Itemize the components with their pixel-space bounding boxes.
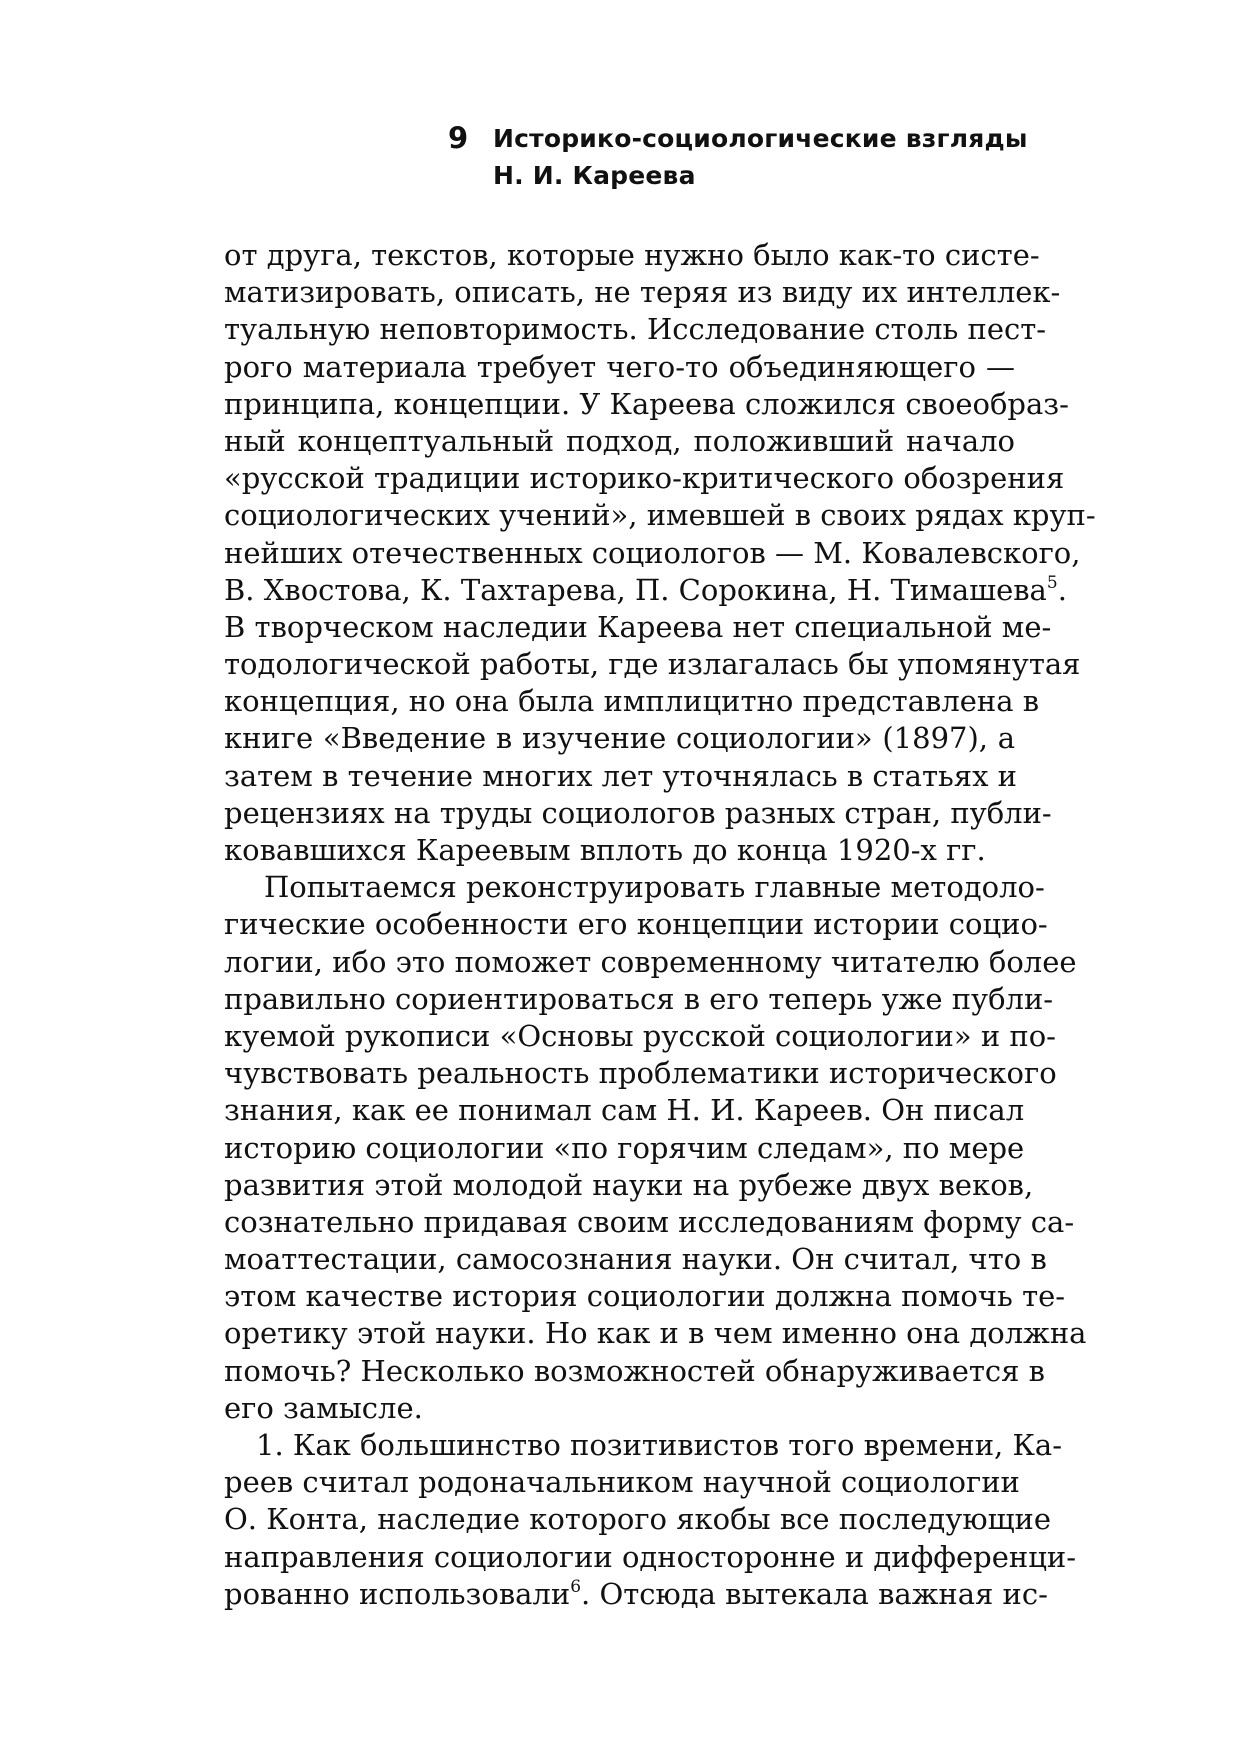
text-line: принципа, концепции. У Кареева сложился своеобраз- <box>224 386 1069 421</box>
text-line-with-footnote <box>224 572 1067 609</box>
text-line: развития этой молодой науки на рубеже двух веков, <box>224 1167 1034 1202</box>
text-fragment: Отсюда вытекала важная ис- <box>599 1576 1048 1611</box>
text-line: О. Конта, наследие которого якобы все последующие <box>224 1502 1052 1537</box>
text-line: от друга, текстов, которые нужно было как-то систе- <box>224 238 1040 272</box>
text-fragment: рованно использовали <box>224 1576 571 1611</box>
text-line: помочь? Несколько возможностей обнаруживается в <box>224 1353 1045 1388</box>
text-line: гические особенности его концепции истории социо- <box>224 907 1048 942</box>
text-line: рого материала требует чего-то объединяющего — <box>224 349 1015 384</box>
text-fragment: . <box>581 1576 600 1611</box>
text-line: социологических учений», имевшей в своих рядах круп- <box>224 498 1096 533</box>
text-line: рецензиях на труды социологов разных стран, публи- <box>224 795 1052 830</box>
paragraph-1 <box>224 237 1096 869</box>
body-text <box>224 237 1096 1613</box>
text-line: Попытаемся реконструировать главные методоло- <box>264 870 1045 905</box>
text-line: «русской традиции историко-критического обозрения <box>224 461 1065 496</box>
text-line: 1. Как большинство позитивистов того времени, Ка- <box>256 1428 1063 1462</box>
text-line: реев считал родоначальником научной социологии <box>224 1465 1020 1500</box>
text-line: книге «Введение в изучение социологии» (1897), а <box>224 721 1015 756</box>
text-line: ный концептуальный подход, положивший начало <box>224 423 1015 458</box>
text-line: историю социологии «по горячим следам», по мере <box>224 1130 1025 1165</box>
text-line: тодологической работы, где излагалась бы упомянутая <box>224 647 1081 682</box>
text-line: моаттестации, самосознания науки. Он считал, что в <box>224 1242 1047 1277</box>
text-line: знания, как ее понимал сам Н. И. Кареев. Он писал <box>224 1093 1025 1128</box>
text-line: затем в течение многих лет уточнялась в статьях и <box>224 758 1017 793</box>
text-line: этом качестве история социологии должна помочь те- <box>224 1279 1066 1314</box>
paragraph-2 <box>224 869 1087 1427</box>
text-line: ковавшихся Кареевым вплоть до конца 1920-х гг. <box>224 833 986 867</box>
text-line: сознательно придавая своим исследованиям форму са- <box>224 1204 1075 1239</box>
text-line: его замысле. <box>224 1390 423 1425</box>
text-line: оретику этой науки. Но как и в чем именно она должна <box>224 1316 1087 1351</box>
text-line: куемой рукописи «Основы русской социологии» и по- <box>224 1018 1056 1053</box>
text-line: концепция, но она была имплицитно представлена в <box>224 684 1040 719</box>
text-line: матизировать, описать, не теряя из виду их интеллек- <box>224 275 1061 310</box>
text-line: правильно сориентироваться в его теперь уже публи- <box>224 981 1054 1016</box>
text-line: чувствовать реальность проблематики исторического <box>224 1056 1057 1091</box>
text-fragment: В. Хвостова, К. Тахтарева, П. Сорокина, Н. Тимашева <box>224 572 1047 607</box>
chapter-title-line-1: Историко-социологические взгляды <box>493 124 1028 153</box>
paragraph-3 <box>224 1427 1077 1613</box>
text-line: В творческом наследии Кареева нет специальной ме- <box>224 609 1052 644</box>
text-line: логии, ибо это поможет современному читателю более <box>224 944 1077 979</box>
footnote-ref-5[interactable]: 5 <box>1046 572 1058 593</box>
page-number: 9 <box>448 121 469 155</box>
text-line: туальную неповторимость. Исследование столь пест- <box>224 312 1047 347</box>
text-line: направления социологии односторонне и дифференци- <box>224 1539 1077 1574</box>
text-line: нейших отечественных социологов — М. Ковалевского, <box>224 535 1081 570</box>
chapter-title-line-2: Н. И. Кареева <box>493 161 696 190</box>
footnote-ref-6[interactable]: 6 <box>570 1576 582 1597</box>
text-fragment: . <box>1057 572 1067 607</box>
text-line-with-footnote <box>224 1576 1048 1613</box>
